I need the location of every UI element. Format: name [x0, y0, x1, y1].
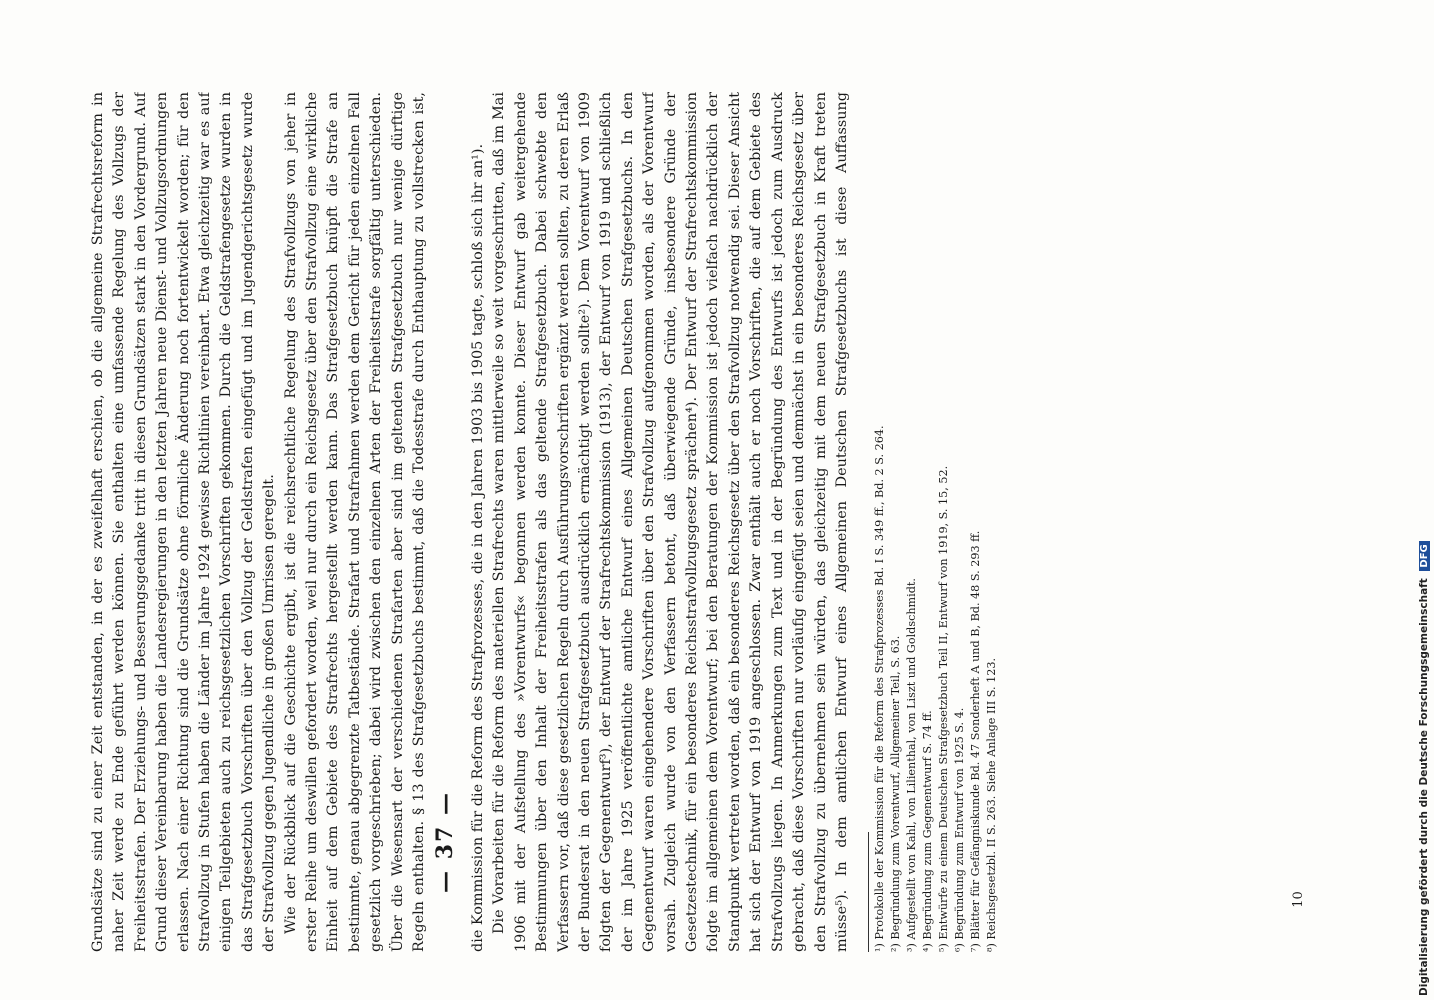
footnote-2: ²) Begründung zum Vorentwurf, Allgemeiner Teil, S. 63. [889, 635, 902, 952]
footnote-1: ¹) Protokolle der Kommission für die Reform des Strafprozesses Bd. I S. 349 ff., Bd. 2 S. 264. [873, 425, 886, 952]
footnote-6: ⁶) Begründung zum Entwurf von 1925 S. 4. [953, 707, 966, 952]
rotated-book-page [88, 92, 1328, 952]
footnote-3: ³) Aufgestellt von Kahl, von Lilienthal, von Liszt und Goldschmidt. [905, 578, 918, 952]
right-paragraph-1: Grundsätze sind zu einer Zeit entstanden, in der es zweifelhaft erschien, ob die allgemeine Strafrechtsreform in naher Zeit werde zu Ende geführt werden können. Sie enthalten eine umfassende Regelung des Vollzugs der Freiheitsstrafen. Der Erziehungs- und Besserungsgedanke tritt in diesen Grundsätzen stark in den Vordergrund. Auf Grund dieser Vereinbarung haben die Landesregierungen in den letzten Jahren neue Dienst- und Vollzugsordnungen erlassen. Nach einer Richtung sind die Grundsätze ohne förmliche Änderung noch fortentwickelt worden; für den Strafvollzug in Stufen haben die Länder im Jahre 1924 gewisse Richtlinien vereinbart. Etwa gleichzeitig war es auf einigen Teilgebieten auch zu reichsgesetzlichen Vorschriften gekommen. Durch die Geldstrafengesetze wurden in das Strafgesetzbuch Vorschriften über den Vollzug der Geldstrafen eingefügt und im Jugendgerichtsgesetz wurde der Strafvollzug gegen Jugendliche in großen Umrissen geregelt. [90, 92, 278, 952]
footnote-8: ⁸) Reichsgesetzbl. II S. 263. Siehe Anlage III S. 123. [985, 657, 998, 952]
right-paragraph-2: Wie der Rückblick auf die Geschichte ergibt, ist die reichsrechtliche Regelung des Strafvollzugs von jeher in erster Reihe um deswillen gefordert worden, weil nur durch ein Reichsgesetz über den Strafvollzug eine wirkliche Einheit auf dem Gebiete des Strafrechts hergestellt werden kann. Das Strafgesetzbuch knüpft die Strafe an bestimmte, genau abgegrenzte Tatbestände. Strafart und Strafrahmen werden dem Gericht für jeden einzelnen Fall gesetzlich vorgeschrieben; dabei wird zwischen den einzelnen Arten der Freiheitsstrafe sorgfältig unterschieden. Über die Wesensart der verschiedenen Strafarten aber sind im geltenden Strafgesetzbuch nur wenige dürftige Regeln enthalten. § 13 des Strafgesetzbuchs bestimmt, daß die Todesstrafe durch Enthauptung zu vollstrecken ist, [282, 92, 428, 952]
footnotes [868, 92, 1000, 952]
page-number: — 37 — [432, 791, 458, 893]
sheet-number: 10 [1290, 891, 1306, 908]
footnote-4: ⁴) Begründung zum Gegenentwurf S. 74 ff. [921, 710, 934, 952]
dfg-credit-text: Digitalisierung gefördert durch die Deutsche Forschungsgemeinschaft [1418, 578, 1430, 996]
footnote-rule [868, 832, 869, 952]
left-column [468, 92, 863, 952]
dfg-logo: DFG [1419, 541, 1430, 570]
left-paragraph-2: Die Vorarbeiten für die Reform des materiellen Strafrechts waren mittlerweile so weit vorgeschritten, daß im Mai 1906 mit der Aufstellung des »Vorentwurfs« begonnen werden konnte. Dieser Entwurf gab weitergehende Bestimmungen über den Inhalt der Freiheitsstrafen als das geltende Strafgesetzbuch. Dabei schwebte den Verfassern vor, daß diese gesetzlichen Regeln durch Ausführungsvorschriften ergänzt werden sollten, zu deren Erlaß der Bundesrat in den neuen Strafgesetzbuch ausdrücklich ermächtigt werden sollte²). Dem Vorentwurf von 1909 folgten der Gegenentwurf³), der Entwurf der Strafrechtskommission (1913), der Entwurf von 1919 und schließlich der im Jahre 1925 veröffentlichte amtliche Entwurf eines Allgemeinen Deutschen Strafgesetzbuchs. In den Gegenentwurf waren eingehendere Vorschriften über den Strafvollzug aufgenommen worden, als der Vorentwurf vorsah. Zugleich wurde von den Verfassern betont, daß überwiegende Gründe, insbesondere Gründe der Gesetzestechnik, für ein besonderes Reichsstrafvollzugsgesetz sprächen⁴). Der Entwurf der Strafrechtskommission folgte im allgemeinen dem Vorentwurf; bei den Beratungen der Kommission ist jedoch vielfach nachdrücklich der Standpunkt vertreten worden, daß ein besonderes Reichsgesetz über den Strafvollzug notwendig sei. Dieser Ansicht hat sich der Entwurf von 1919 angeschlossen. Zwar enthält auch er noch Vorschriften, die auf dem Gebiete des Strafvollzugs liegen. In Anmerkungen zum Text und in der Begründung des Entwurfs ist jedoch zum Ausdruck gebracht, daß diese Vorschriften nur vorläufig eingefügt seien und demnächst in ein besonderes Reichsgesetz über den Strafvollzug zu übernehmen sein würden, das gleichzeitig mit dem neuen Strafgesetzbuch in Kraft treten müsse⁵). In dem amtlichen Entwurf eines Allgemeinen Deutschen Strafgesetzbuchs ist diese Auffassung [491, 92, 850, 952]
right-column [88, 92, 428, 952]
footnote-5: ⁵) Entwürfe zu einem Deutschen Strafgesetzbuch Teil II, Entwurf von 1919, S. 15, 52. [937, 465, 950, 952]
left-paragraph-1: die Kommission für die Reform des Strafprozesses, die in den Jahren 1903 bis 1905 tagte, schloß sich ihr an¹). [470, 143, 486, 952]
footnote-7: ⁷) Blätter für Gefängniskunde Bd. 47 Sonderheft A und B, Bd. 48 S. 293 ff. [969, 530, 982, 952]
dfg-credit [1418, 541, 1430, 996]
